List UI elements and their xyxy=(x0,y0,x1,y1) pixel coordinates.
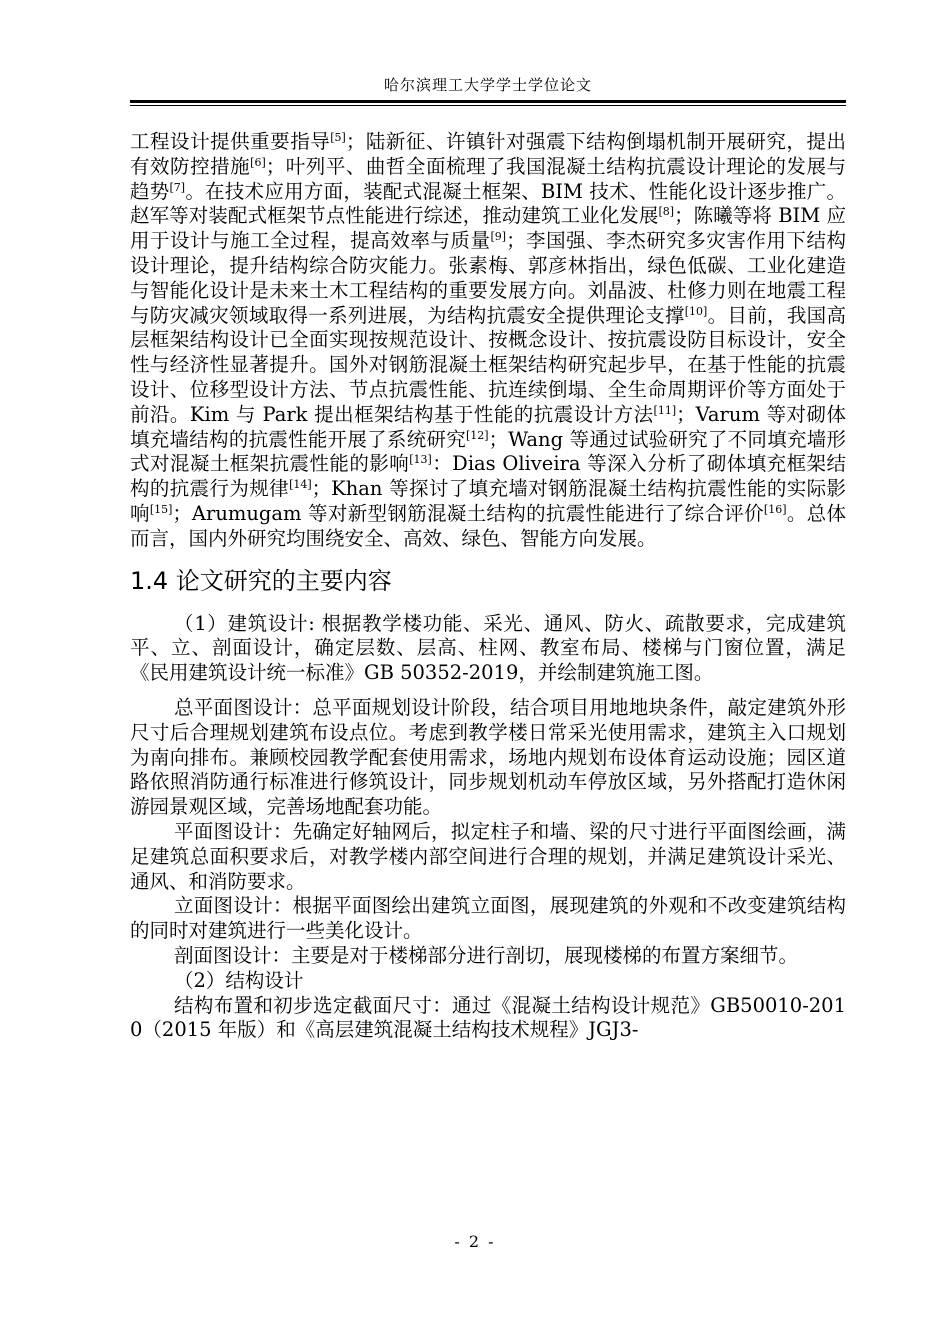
citation-ref: [11] xyxy=(653,403,677,417)
text-run: 工程设计提供重要指导 xyxy=(130,130,331,153)
text-run: ；陆新征、许镇针对强震下结构倒塌机制开展研究，提出有效防控措施 xyxy=(130,130,846,178)
text-run: ；李国强、李杰研究多灾害作用下结构设计理论，提升结构综合防灾能力。张素梅、郭彦林指出，绿色低碳、工业化建造与智能化设计是未来土木工程结构的重要发展方向。刘晶波、杜修力则在地震工程与防灾减灾领域取得一系列进展，为结构抗震安全提供理论支撑 xyxy=(130,229,846,327)
text-run: 。目前，我国高层框架结构设计已全面实现按规范设计、按概念设计、按抗震设防目标设计，安全性与经济性显著提升。国外对钢筋混凝土框架结构研究起步早，在基于性能的抗震设计、位移型设计方法、节点抗震性能、抗连续倒塌、全生命周期评价等方面处于前沿。Kim 与 Park 提出框架结构基于性能的抗震设计方法 xyxy=(130,303,846,426)
literature-review-paragraph xyxy=(130,130,846,552)
text-run: ；Varum 等对砌体填充墙结构的抗震性能开展了系统研究 xyxy=(130,402,846,451)
citation-ref: [9] xyxy=(490,230,507,244)
structure-design-heading: （2）结构设计 xyxy=(174,968,304,992)
running-header: 哈尔滨理工大学学士学位论文 xyxy=(383,76,592,94)
citation-ref: [14] xyxy=(289,478,312,492)
page-number: - 2 - xyxy=(454,1232,496,1251)
text-run: ；Khan 等探讨了填充墙对钢筋混凝土结构抗震性能的实际影响 xyxy=(130,477,846,525)
section-heading: 1.4 论文研究的主要内容 xyxy=(130,566,392,595)
elevation-paragraph: 立面图设计：根据平面图绘出建筑立面图，展现建筑的外观和不改变建筑结构的同时对建筑进行一些美化设计。 xyxy=(130,894,846,943)
site-plan-paragraph: 总平面图设计：总平面规划设计阶段，结合项目用地地块条件，敲定建筑外形尺寸后合理规划建筑布设点位。考虑到教学楼日常采光使用需求，建筑主入口规划为南向排布。兼顾校园教学配套使用需求，场地内规划布设体育运动设施；园区道路依照消防通行标准进行修筑设计，同步规划机动车停放区域，另外搭配打造休闲游园景观区域，完善场地配套功能。 xyxy=(130,695,846,819)
floor-plan-paragraph: 平面图设计：先确定好轴网后，拟定柱子和墙、梁的尺寸进行平面图绘画，满足建筑总面积要求后，对教学楼内部空间进行合理的规划，并满足建筑设计采光、通风、和消防要求。 xyxy=(130,819,846,893)
text-run: ：Dias Oliveira 等深入分析了砌体填充框架结构的抗震行为规律 xyxy=(130,452,846,501)
text-run: ；Arumugam 等对新型钢筋混凝土结构的抗震性能进行了综合评价 xyxy=(172,501,764,525)
header-rule-thick xyxy=(130,100,846,103)
citation-ref: [5] xyxy=(330,131,346,144)
citation-ref: [16] xyxy=(763,502,787,516)
architecture-design-paragraph: （1）建筑设计: 根据教学楼功能、采光、通风、防火、疏散要求，完成建筑平、立、剖面设计，确定层数、层高、柱网、教室布局、楼梯与门窗位置，满足《民用建筑设计统一标准》GB 50352-2019，并绘制建筑施工图。 xyxy=(130,611,846,685)
text-run: ；Wang 等通过试验研究了不同填充墙形式对混凝土框架抗震性能的影响 xyxy=(130,427,846,476)
text-run: 。总体而言，国内外研究均围绕安全、高效、绿色、智能方向发展。 xyxy=(130,501,846,550)
structure-layout-paragraph: 结构布置和初步选定截面尺寸：通过《混凝土结构设计规范》GB50010-2010（2015 年版）和《高层建筑混凝土结构技术规程》JGJ3- xyxy=(130,993,846,1042)
page-body xyxy=(130,130,846,1043)
header-rule-thin xyxy=(130,105,846,106)
citation-ref: [7] xyxy=(169,180,186,194)
citation-ref: [6] xyxy=(250,155,266,169)
text-run: 。在技术应用方面，装配式混凝土框架、BIM 技术、性能化设计逐步推广。赵军等对装配式框架节点性能进行综述，推动建筑工业化发展 xyxy=(130,179,846,228)
text-run: ；陈曦等将 BIM 应用于设计与施工全过程，提高效率与质量 xyxy=(130,204,846,253)
citation-ref: [10] xyxy=(684,304,708,318)
citation-ref: [15] xyxy=(149,502,173,516)
text-run: ；叶列平、曲哲全面梳理了我国混凝土结构抗震设计理论的发展与趋势 xyxy=(130,154,846,203)
citation-ref: [12] xyxy=(465,428,489,442)
citation-ref: [8] xyxy=(658,205,675,219)
citation-ref: [13] xyxy=(409,453,432,467)
section-drawing-paragraph: 剖面图设计：主要是对于楼梯部分进行剖切，展现楼梯的布置方案细节。 xyxy=(174,943,799,967)
